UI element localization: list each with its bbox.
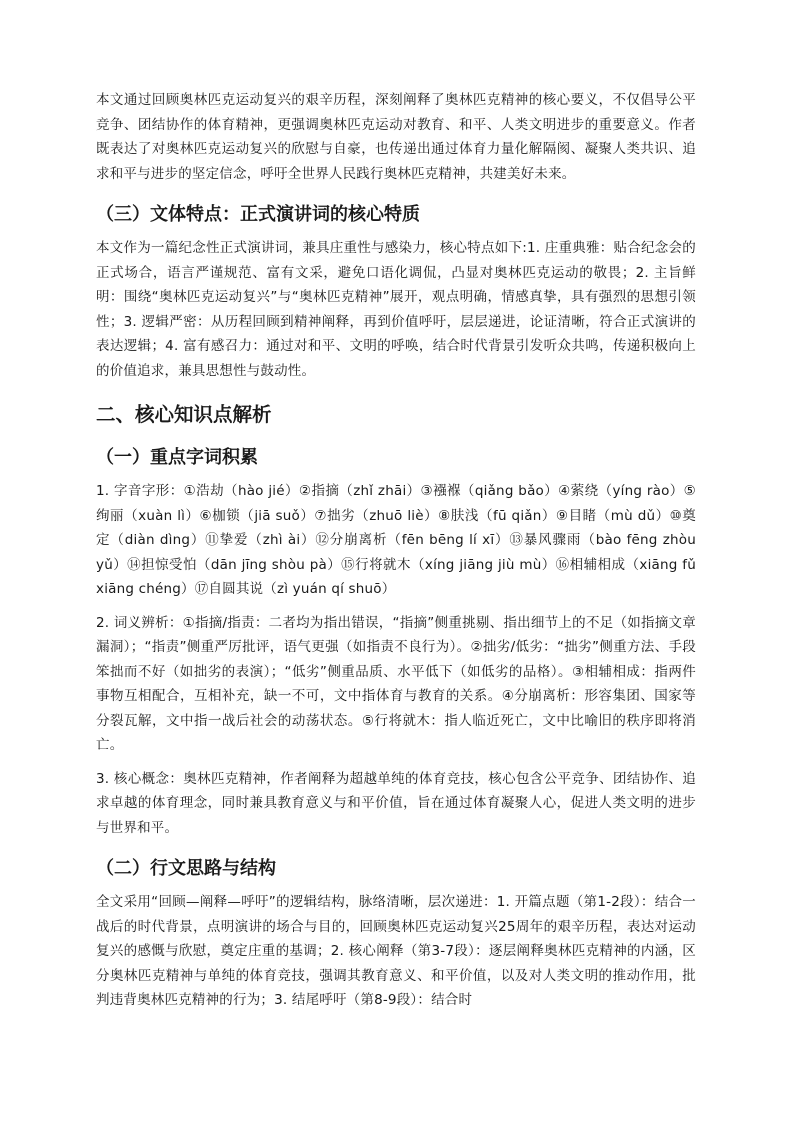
vocab-heading: （一）重点字词积累 bbox=[96, 447, 258, 468]
core-concept-item: 3. 核心概念：奥林匹克精神，作者阐释为超越单纯的体育竞技，核心包含公平竞争、团结协作、追求卓越的体育理念，同时兼具教育意义与和平价值，旨在通过体育凝聚人心，促进人类文明的进步与世界和平。 bbox=[96, 770, 696, 836]
structure-heading: （二）行文思路与结构 bbox=[96, 858, 276, 879]
style-heading: （三）文体特点：正式演讲词的核心特质 bbox=[96, 204, 420, 225]
style-paragraph: 本文作为一篇纪念性正式演讲词，兼具庄重性与感染力，核心特点如下:1. 庄重典雅：贴合纪念会的正式场合，语言严谨规范、富有文采，避免口语化调侃，凸显对奥林匹克运动的敬畏；2. 主旨鲜明：围绕“奥林匹克运动复兴”与“奥林匹克精神”展开，观点明确，情感真挚，具有强烈的思想引领性；3. 逻辑严密：从历程回顾到精神阐释，再到价值呼吁，层层递进，论证清晰，符合正式演讲的表达逻辑；4. 富有感召力：通过对和平、文明的呼唤，结合时代背景引发听众共鸣，传递积极向上的价值追求，兼具思想性与鼓动性。 bbox=[96, 240, 696, 379]
pronunciation-item: 1. 字音字形：①浩劫（hào jié）②指摘（zhǐ zhāi）③襁褓（qiǎng bǎo）④萦绕（yíng rào）⑤绚丽（xuàn lì）⑥枷锁（jiā suǒ）⑦拙劣（zhuō liè）⑧肤浅（fū qiǎn）⑨目睹（mù dǔ）⑩奠定（diàn dìng）⑪挚爱（zhì ài）⑫分崩离析（fēn bēng lí xī）⑬暴风骤雨（bào fēng zhòu yǔ）⑭担惊受怕（dān jīng shòu pà）⑮行将就木（xíng jiāng jiù mù）⑯相辅相成（xiāng fǔ xiāng chéng）⑰自圆其说（zì yuán qí shuō） bbox=[96, 483, 696, 597]
document-page bbox=[96, 88, 696, 1023]
structure-paragraph: 全文采用“回顾—阐释—呼吁”的逻辑结构，脉络清晰，层次递进：1. 开篇点题（第1-2段）：结合一战后的时代背景，点明演讲的场合与目的，回顾奥林匹克运动复兴25周年的艰辛历程，表达对运动复兴的感慨与欣慰，奠定庄重的基调；2. 核心阐释（第3-7段）：逐层阐释奥林匹克精神的内涵，区分奥林匹克精神与单纯的体育竞技，强调其教育意义、和平价值，以及对人类文明的推动作用，批判违背奥林匹克精神的行为；3. 结尾呼吁（第8-9段）：结合时 bbox=[96, 894, 696, 1008]
word-meaning-item: 2. 词义辨析：①指摘/指责：二者均为指出错误，“指摘”侧重挑剔、指出细节上的不足（如指摘文章漏洞）；“指责”侧重严厉批评，语气更强（如指责不良行为）。②拙劣/低劣：“拙劣”侧重方法、手段笨拙而不好（如拙劣的表演）；“低劣”侧重品质、水平低下（如低劣的品格）。③相辅相成：指两件事物互相配合，互相补充，缺一不可，文中指体育与教育的关系。④分崩离析：形容集团、国家等分裂瓦解，文中指一战后社会的动荡状态。⑤行将就木：指人临近死亡，文中比喻旧的秩序即将消亡。 bbox=[96, 614, 696, 753]
section-heading: 二、核心知识点解析 bbox=[96, 403, 272, 426]
intro-paragraph: 本文通过回顾奥林匹克运动复兴的艰辛历程，深刻阐释了奥林匹克精神的核心要义，不仅倡导公平竞争、团结协作的体育精神，更强调奥林匹克运动对教育、和平、人类文明进步的重要意义。作者既表达了对奥林匹克运动复兴的欣慰与自豪，也传递出通过体育力量化解隔阂、凝聚人类共识、追求和平与进步的坚定信念，呼吁全世界人民践行奥林匹克精神，共建美好未来。 bbox=[96, 92, 696, 182]
